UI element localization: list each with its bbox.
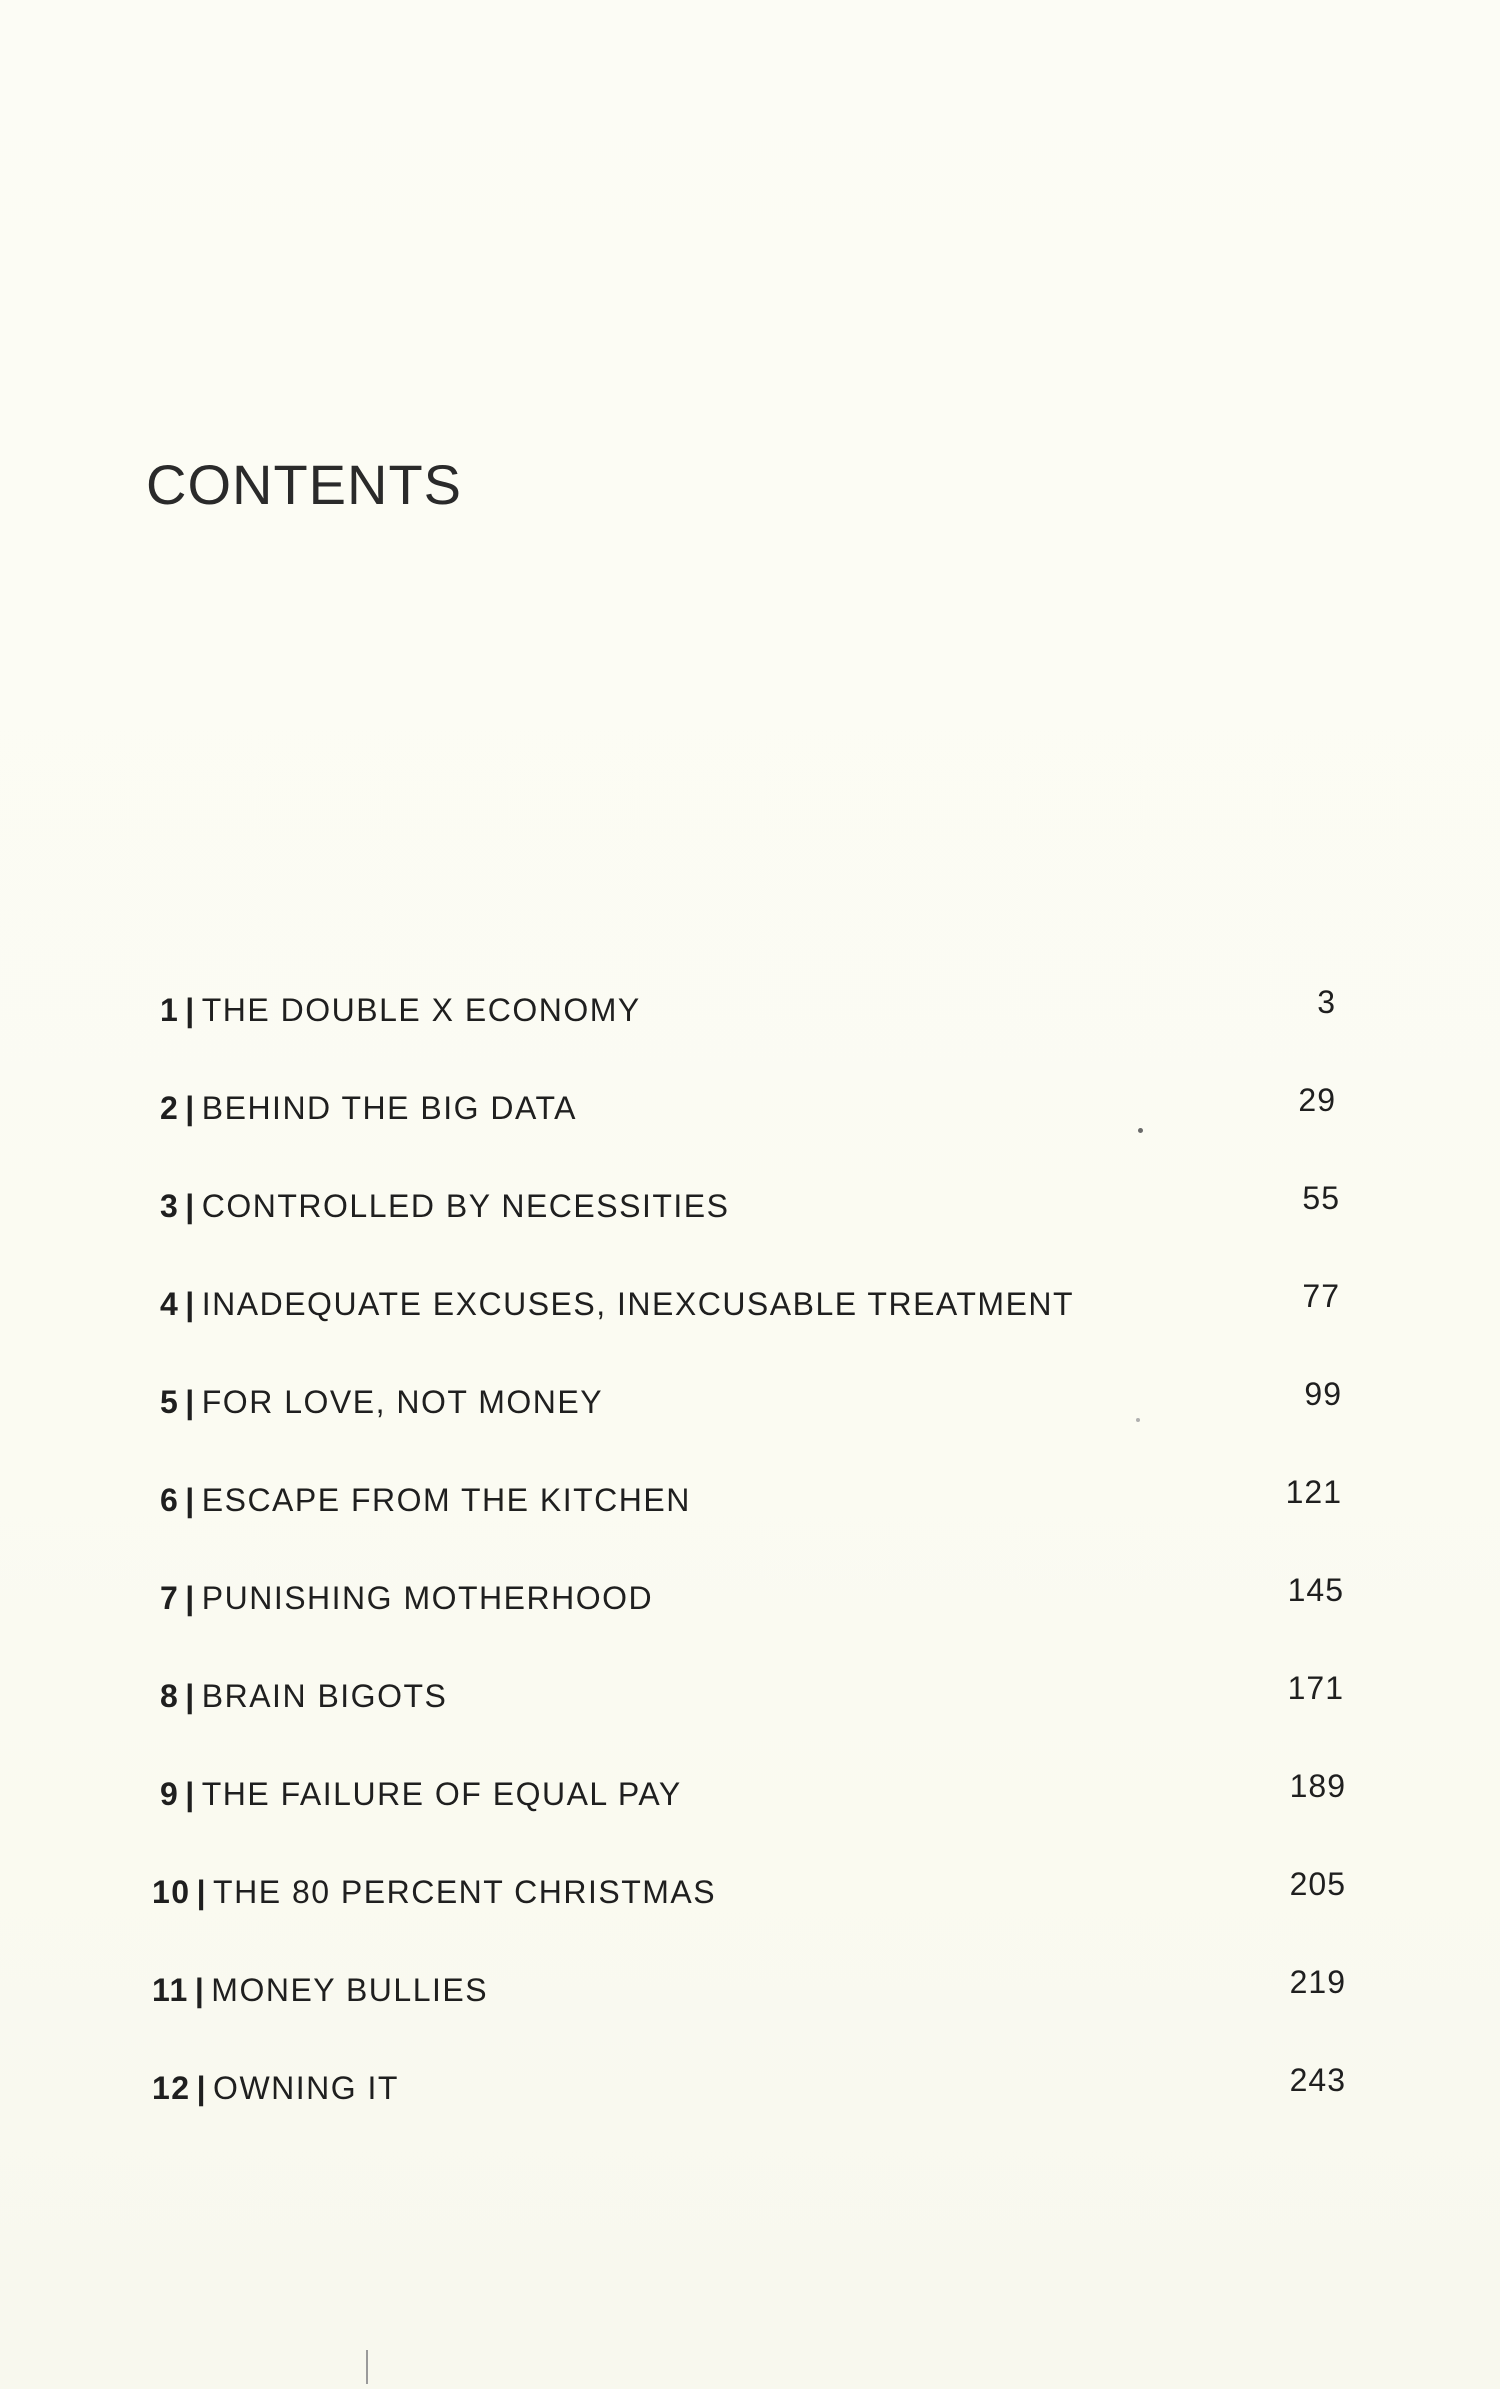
chapter-page-number: 99: [1304, 1376, 1342, 1412]
chapter-title: INADEQUATE EXCUSES, INEXCUSABLE TREATMENT: [201, 1286, 1075, 1322]
chapter-page-number: 219: [1289, 1964, 1346, 2000]
chapter-title: THE FAILURE OF EQUAL PAY: [201, 1776, 682, 1812]
chapter-separator: |: [185, 1188, 196, 1224]
chapter-title: OWNING IT: [213, 2070, 399, 2106]
chapter-separator: |: [185, 1776, 196, 1812]
toc-entry: [160, 1376, 1350, 1444]
toc-entry-label: [160, 1482, 691, 1519]
chapter-title: THE DOUBLE X ECONOMY: [201, 992, 641, 1028]
chapter-separator: |: [185, 1482, 196, 1518]
page-mark: [366, 2350, 368, 2384]
chapter-title: THE 80 PERCENT CHRISTMAS: [213, 1874, 717, 1910]
toc-entry-label: [160, 1090, 577, 1127]
chapter-title: BEHIND THE BIG DATA: [201, 1090, 577, 1126]
chapter-number: 10: [152, 1874, 191, 1910]
toc-entry: [160, 1572, 1350, 1640]
toc-entry-label: [160, 1286, 1074, 1323]
toc-entry: [152, 2062, 1346, 2130]
toc-entry-label: [160, 1384, 603, 1421]
toc-entry-label: [160, 992, 641, 1029]
toc-entry-label: [152, 1972, 488, 2009]
chapter-separator: |: [194, 1972, 206, 2008]
chapter-number: 5: [160, 1384, 180, 1420]
chapter-page-number: 243: [1289, 2062, 1346, 2098]
chapter-title: MONEY BULLIES: [211, 1972, 489, 2008]
chapter-number: 6: [160, 1482, 180, 1518]
chapter-separator: |: [185, 1580, 196, 1616]
chapter-page-number: 55: [1302, 1180, 1340, 1216]
toc-entry: [160, 1670, 1350, 1738]
chapter-page-number: 3: [1317, 984, 1336, 1020]
chapter-page-number: 205: [1289, 1866, 1346, 1902]
chapter-separator: |: [196, 1874, 208, 1910]
chapter-title: BRAIN BIGOTS: [201, 1678, 448, 1714]
chapter-number: 1: [160, 992, 180, 1028]
chapter-page-number: 171: [1287, 1670, 1344, 1706]
chapter-separator: |: [185, 992, 196, 1028]
chapter-page-number: 29: [1298, 1082, 1336, 1118]
chapter-separator: |: [185, 1286, 196, 1322]
chapter-page-number: 189: [1289, 1768, 1346, 1804]
chapter-page-number: 77: [1302, 1278, 1340, 1314]
chapter-separator: |: [185, 1090, 196, 1126]
chapter-number: 4: [160, 1286, 180, 1322]
toc-entry-label: [160, 1678, 447, 1715]
toc-entry: [152, 1866, 1346, 1934]
toc-entry-label: [152, 2070, 399, 2107]
contents-heading: CONTENTS: [146, 453, 462, 516]
chapter-separator: |: [185, 1678, 196, 1714]
chapter-number: 9: [160, 1776, 180, 1812]
chapter-separator: |: [185, 1384, 196, 1420]
toc-entry: [160, 1082, 1350, 1150]
chapter-number: 7: [160, 1580, 180, 1616]
chapter-number: 11: [152, 1972, 189, 2008]
chapter-title: CONTROLLED BY NECESSITIES: [201, 1188, 730, 1224]
chapter-number: 2: [160, 1090, 180, 1126]
toc-entry-label: [160, 1188, 729, 1225]
toc-entry: [160, 984, 1350, 1052]
ink-speck: [1136, 1418, 1140, 1422]
chapter-number: 12: [152, 2070, 191, 2106]
toc-entry: [152, 1964, 1346, 2032]
toc-entry: [160, 1768, 1350, 1836]
toc-entry-label: [160, 1580, 653, 1617]
chapter-page-number: 121: [1285, 1474, 1342, 1510]
chapter-title: ESCAPE FROM THE KITCHEN: [201, 1482, 691, 1518]
chapter-title: FOR LOVE, NOT MONEY: [201, 1384, 604, 1420]
toc-entry: [160, 1278, 1350, 1346]
chapter-number: 8: [160, 1678, 180, 1714]
chapter-separator: |: [196, 2070, 208, 2106]
ink-speck: [1138, 1128, 1143, 1133]
toc-entry-label: [152, 1874, 716, 1911]
toc-entry: [160, 1474, 1350, 1542]
chapter-number: 3: [160, 1188, 180, 1224]
chapter-page-number: 145: [1287, 1572, 1344, 1608]
toc-entry-label: [160, 1776, 682, 1813]
toc-entry: [160, 1180, 1350, 1248]
chapter-title: PUNISHING MOTHERHOOD: [201, 1580, 654, 1616]
